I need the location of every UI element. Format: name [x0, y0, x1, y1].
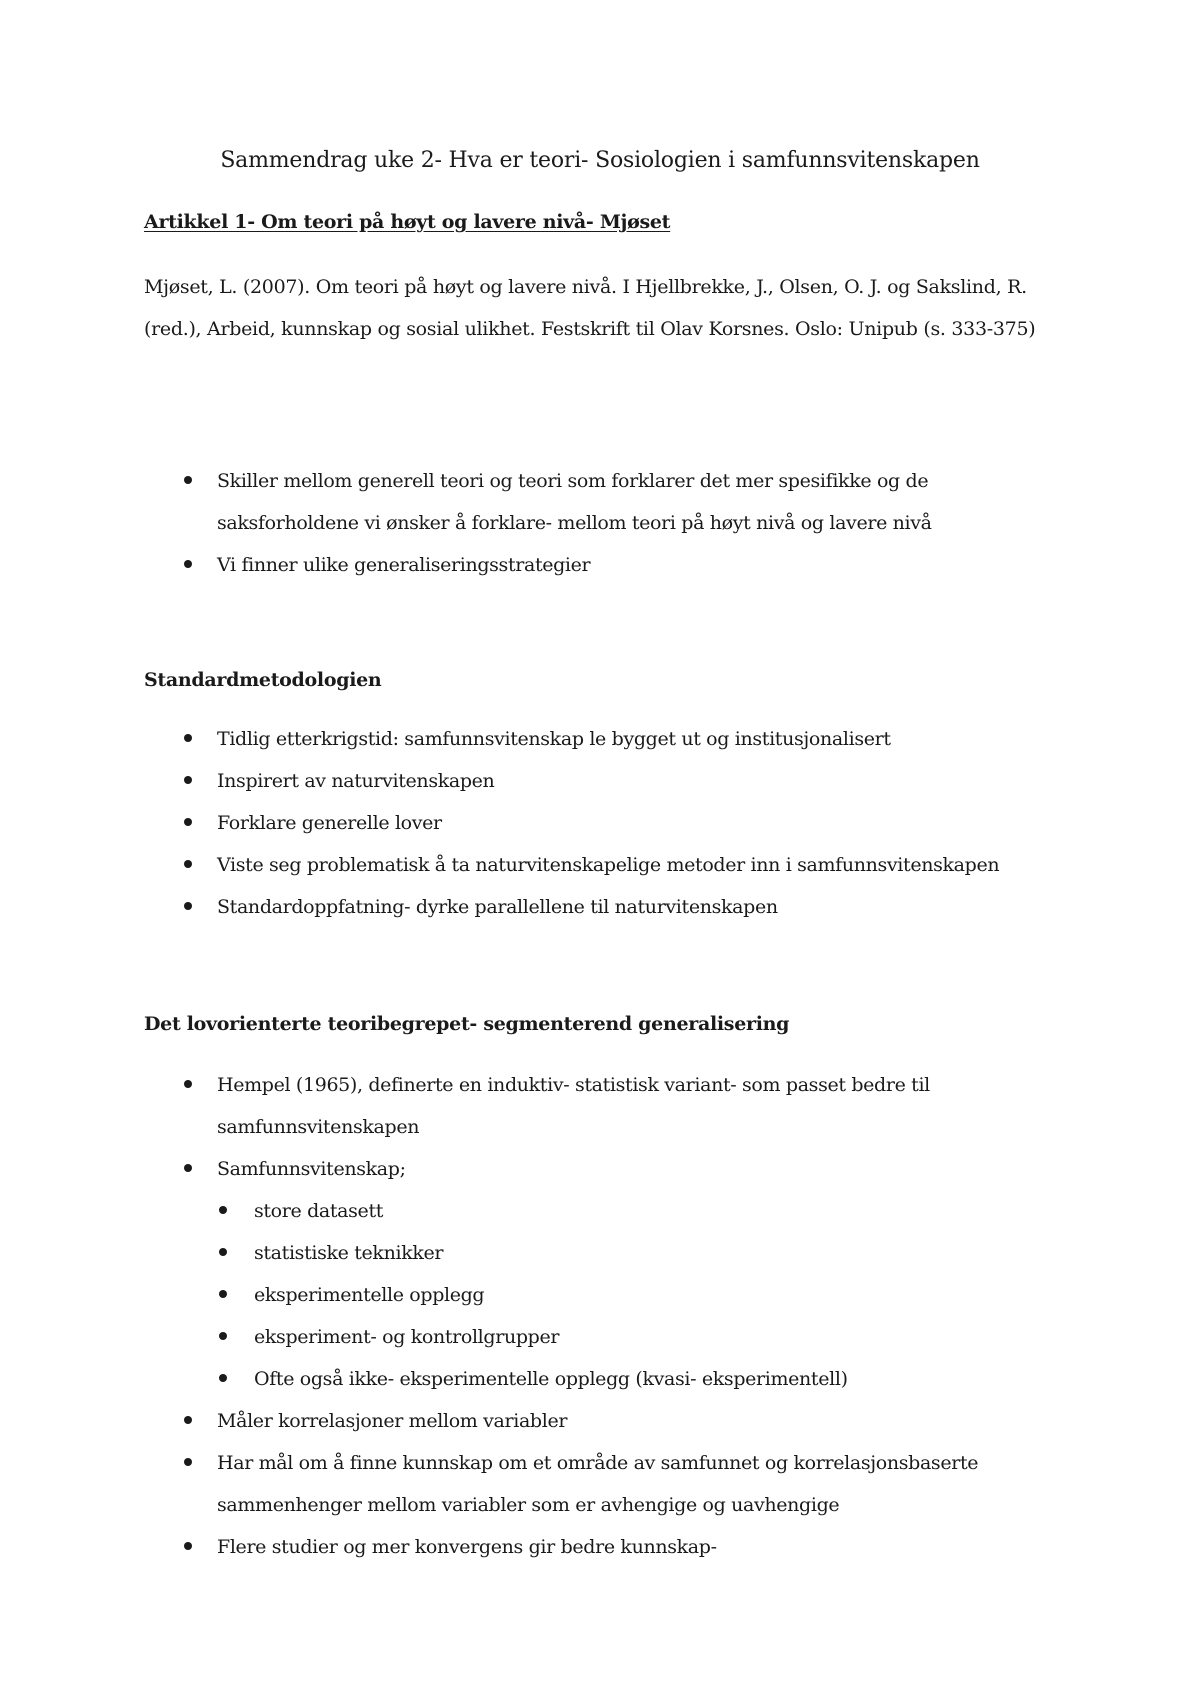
list-item: Hempel (1965), definerte en induktiv- statistisk variant- som passet bedre til samfunnsvitenskapen — [0, 1064, 1200, 1148]
bullet-icon — [219, 1332, 227, 1340]
document-title: Sammendrag uke 2- Hva er teori- Sosiologien i samfunnsvitenskapen — [220, 148, 980, 173]
bullet-icon — [184, 734, 192, 742]
list-item: Har mål om å finne kunnskap om et område av samfunnet og korrelasjonsbaserte sammenhenger mellom variabler som er avhengige og uavhengige — [0, 1442, 1200, 1526]
bullet-icon — [184, 1542, 192, 1550]
list-item: Måler korrelasjoner mellom variabler — [0, 1400, 1200, 1442]
intro-bullet-list — [0, 460, 1200, 586]
list-item: Skiller mellom generell teori og teori som forklarer det mer spesifikke og de saksforholdene vi ønsker å forklare- mellom teori på høyt nivå og lavere nivå — [0, 460, 1200, 544]
bullet-icon — [219, 1206, 227, 1214]
bullet-icon — [184, 902, 192, 910]
bullet-icon — [219, 1290, 227, 1298]
list-item: Vi finner ulike generaliseringsstrategier — [0, 544, 1200, 586]
sub-list-item: eksperimentelle opplegg — [0, 1274, 1200, 1316]
bullet-icon — [184, 1458, 192, 1466]
bullet-icon — [184, 776, 192, 784]
list-item: Standardoppfatning- dyrke parallellene til naturvitenskapen — [0, 886, 1200, 928]
list-item: Tidlig etterkrigstid: samfunnsvitenskap le bygget ut og institusjonalisert — [0, 718, 1200, 760]
bullet-icon — [184, 1080, 192, 1088]
bullet-icon — [219, 1374, 227, 1382]
list-item: Viste seg problematisk å ta naturvitenskapelige metoder inn i samfunnsvitenskapen — [0, 844, 1200, 886]
list-item: Samfunnsvitenskap; — [0, 1148, 1200, 1190]
sub-list-item: statistiske teknikker — [0, 1232, 1200, 1274]
bullet-icon — [184, 1416, 192, 1424]
bullet-icon — [219, 1248, 227, 1256]
bullet-icon — [184, 818, 192, 826]
bullet-icon — [184, 560, 192, 568]
bullet-icon — [184, 860, 192, 868]
sub-list-item: Ofte også ikke- eksperimentelle opplegg (kvasi- eksperimentell) — [0, 1358, 1200, 1400]
citation-paragraph: Mjøset, L. (2007). Om teori på høyt og lavere nivå. I Hjellbrekke, J., Olsen, O. J. og Sakslind, R. (red.), Arbeid, kunnskap og sosial ulikhet. Festskrift til Olav Korsnes. Oslo: Unipub (s. 333-375) — [144, 276, 1036, 340]
list-item: Flere studier og mer konvergens gir bedre kunnskap- — [0, 1526, 1200, 1568]
list-item: Forklare generelle lover — [0, 802, 1200, 844]
list-item: Inspirert av naturvitenskapen — [0, 760, 1200, 802]
section-heading-lovorienterte: Det lovorienterte teoribegrepet- segmenterend generalisering — [144, 1013, 790, 1035]
sub-list-item: store datasett — [0, 1190, 1200, 1232]
bullet-icon — [184, 476, 192, 484]
section2-bullet-list — [0, 1064, 1200, 1568]
bullet-icon — [184, 1164, 192, 1172]
section1-bullet-list — [0, 718, 1200, 928]
article-heading: Artikkel 1- Om teori på høyt og lavere nivå- Mjøset — [144, 211, 671, 233]
sub-list-item: eksperiment- og kontrollgrupper — [0, 1316, 1200, 1358]
section-heading-standardmetodologien: Standardmetodologien — [144, 669, 382, 691]
